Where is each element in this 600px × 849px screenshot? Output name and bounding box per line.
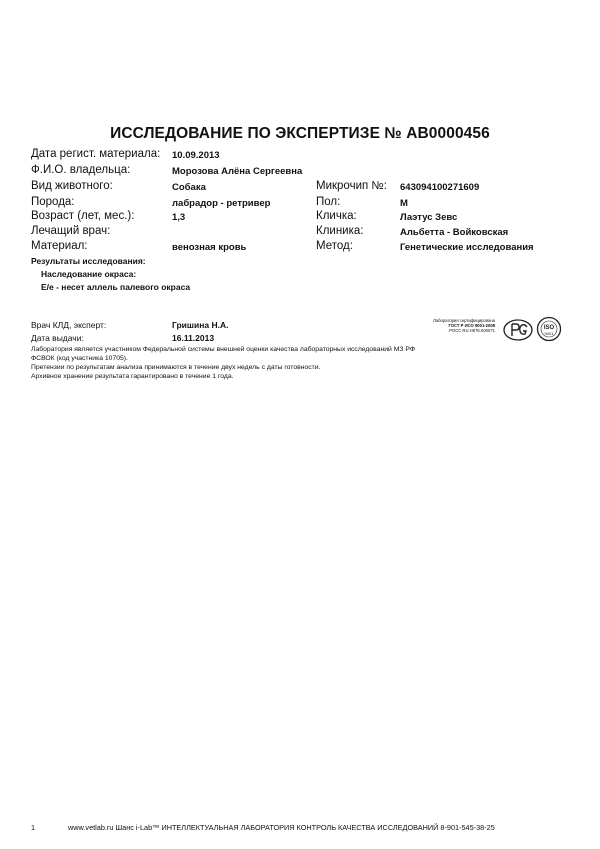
nickname-value: Лаэтус Зевс (400, 212, 458, 223)
sex-label: Пол: (316, 196, 341, 208)
breed-value: лабрадор - ретривер (172, 198, 271, 209)
breed-label: Порода: (31, 196, 75, 208)
results-text: E/e - несет аллель палевого окраса (41, 282, 191, 292)
expert-value: Гришина Н.А. (172, 320, 229, 330)
iso-badge-number: 9001 (544, 331, 554, 336)
expert-label: Врач КЛД, эксперт: (31, 320, 107, 330)
rst-certification-icon (502, 318, 534, 342)
issue-date-label: Дата выдачи: (31, 333, 84, 343)
age-value: 1,3 (172, 212, 186, 223)
owner-value: Морозова Алёна Сергеевна (172, 166, 303, 177)
clinic-label: Клиника: (316, 225, 364, 237)
animal-value: Собака (172, 182, 206, 193)
clinic-value: Альбетта - Войковская (400, 227, 509, 238)
note-line-1: Лаборатория является участником Федеральной системы внешней оценки качества лабораторных исследований МЗ РФ (31, 346, 415, 353)
certification-note (433, 318, 495, 333)
chip-label: Микрочип №: (316, 180, 387, 192)
issue-date-value: 16.11.2013 (172, 333, 215, 343)
doctor-label: Лечащий врач: (31, 225, 111, 237)
report-title: ИССЛЕДОВАНИЕ ПО ЭКСПЕРТИЗЕ № AB0000456 (110, 125, 490, 142)
nickname-label: Кличка: (316, 210, 357, 222)
note-line-2: ФСВОК (код участника 10705). (31, 355, 128, 362)
reg-date-label: Дата регист. материала: (31, 148, 161, 160)
iso-badge-icon (536, 316, 562, 342)
certification-line-2: ГОСТ Р ИСО 9001-2008 (448, 323, 495, 328)
animal-label: Вид животного: (31, 180, 113, 192)
material-label: Материал: (31, 240, 88, 252)
reg-date-value: 10.09.2013 (172, 150, 220, 161)
certification-line-1: Лаборатория сертифицирована (433, 318, 495, 323)
owner-label: Ф.И.О. владельца: (31, 164, 131, 176)
material-value: венозная кровь (172, 242, 247, 253)
results-subheading: Наследование окраса: (41, 269, 137, 279)
method-label: Метод: (316, 240, 353, 252)
age-label: Возраст (лет, мес.): (31, 210, 135, 222)
iso-badge-text: ISO (543, 325, 555, 331)
footer-text: www.vetlab.ru Шанс i-Lab™ ИНТЕЛЛЕКТУАЛЬНАЯ ЛАБОРАТОРИЯ КОНТРОЛЬ КАЧЕСТВА ИССЛЕДОВАНИЙ 8-901-545-38-25 (68, 823, 495, 832)
note-line-4: Архивное хранение результата гарантировано в течение 1 года. (31, 373, 234, 380)
method-value: Генетические исследования (400, 242, 534, 253)
certification-line-3: РОСС RU.НК76.К00071 (449, 328, 495, 333)
note-line-3: Претензии по результатам анализа принимаются в течение двух недель с даты готовности. (31, 364, 321, 371)
chip-value: 643094100271609 (400, 182, 480, 193)
sex-value: М (400, 198, 408, 209)
footer-page-number: 1 (31, 823, 36, 832)
results-heading: Результаты исследования: (31, 256, 146, 266)
